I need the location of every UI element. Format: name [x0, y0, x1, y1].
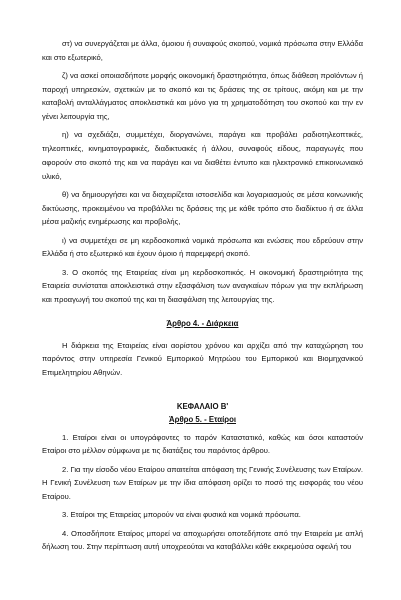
- paragraph-member-2: 2. Για την είσοδο νέου Εταίρου απαιτείται απόφαση της Γενικής Συνέλευσης των Εταίρων. Η Γενική Συνέλευση των Εταίρων με την ίδια απόφαση ορίζει το ποσό της εισφοράς του νέου Εταίρου.: [42, 464, 363, 502]
- article-5-heading: Άρθρο 5. - Εταίροι: [168, 414, 237, 424]
- paragraph-3: 3. Ο σκοπός της Εταιρείας είναι μη κερδοσκοπικός. Η οικονομική δραστηριότητα της Εταιρεία συνίσταται αποκλειστικά στην εξασφάλιση των αναγκαίων πόρων για την εκπλήρωση και προαγωγή του σκοπού της και τη διασφάλιση της λειτουργίας της.: [42, 267, 363, 304]
- paragraph-st: στ) να συνεργάζεται με άλλα, όμοιου ή συναφούς σκοπού, νομικά πρόσωπα στην Ελλάδα και στο εξωτερικό,: [42, 39, 363, 62]
- paragraph-i: η) να σχεδιάζει, συμμετέχει, διοργανώνει, παράγει και προβάλει ραδιοτηλεοπτικές, τηλεοπτικές, κινηματογραφικές, διαδικτυακές ή άλλου, συναφούς είδους, παραγωγές που αφορούν στο σκοπό της και να παράγει και να διαθέτει έντυπο και ηλεκτρονικό επικοινωνιακό υλικό,: [42, 130, 363, 181]
- chapter-heading: ΚΕΦΑΛΑΙΟ Β': [176, 401, 229, 411]
- paragraph-iota: ι) να συμμετέχει σε μη κερδοσκοπικά νομικά πρόσωπα και ενώσεις που εδρεύουν στην Ελλάδα ή στο εξωτερικό και έχουν όμοιο ή παρεμφερή σκοπό.: [42, 235, 363, 259]
- paragraph-member-3: 3. Εταίροι της Εταιρείας μπορούν να είναι φυσικά και νομικά πρόσωπα.: [62, 510, 301, 520]
- article-4-heading: Άρθρο 4. - Διάρκεια: [166, 318, 239, 328]
- paragraph-member-1: 1. Εταίροι είναι οι υπογράφοντες το παρόν Καταστατικό, καθώς και όσοι καταστούν Εταίροι στο μέλλον σύμφωνα με τις διατάξεις του παρόντος άρθρου.: [42, 432, 363, 456]
- paragraph-member-4: 4. Οποσδήποτε Εταίρος μπορεί να αποχωρήσει οποτεδήποτε από την Εταιρεία με απλή δήλωση του. Στην περίπτωση αυτή υποχρεούται να καταβάλλει κάθε εκκρεμούσα οφειλή του: [42, 528, 363, 552]
- paragraph-th: θ) να δημιουργήσει και να διαχειρίζεται ιστοσελίδα και λογαριασμούς σε μέσα κοινωνικής δικτύωσης, προκειμένου να προβάλλει τις δράσεις της με κάθε τρόπο στο διαδίκτυο ή σε άλλα μέσα μαζικής ενημέρωσης και προβολής,: [42, 189, 363, 227]
- paragraph-z: ζ) να ασκεί οποιασδήποτε μορφής οικονομική δραστηριότητα, όπως διάθεση προϊόντων ή παροχή υπηρεσιών, σχετικών με το σκοπό και τις δράσεις της σε τρίτους, ακόμη και με την καταβολή ανταλλάγματος αποκλειστικά και μόνο για τη χρηματοδότηση του σκοπού και την εν γένει λειτουργία της,: [42, 71, 363, 122]
- paragraph-duration: Η διάρκεια της Εταιρείας είναι αορίστου χρόνου και αρχίζει από την καταχώρηση του παρόντος στην υπηρεσία Γενικού Εμπορικού Μητρώου του Εμπορικού και Βιομηχανικού Επιμελητηρίου Αθηνών.: [42, 340, 363, 378]
